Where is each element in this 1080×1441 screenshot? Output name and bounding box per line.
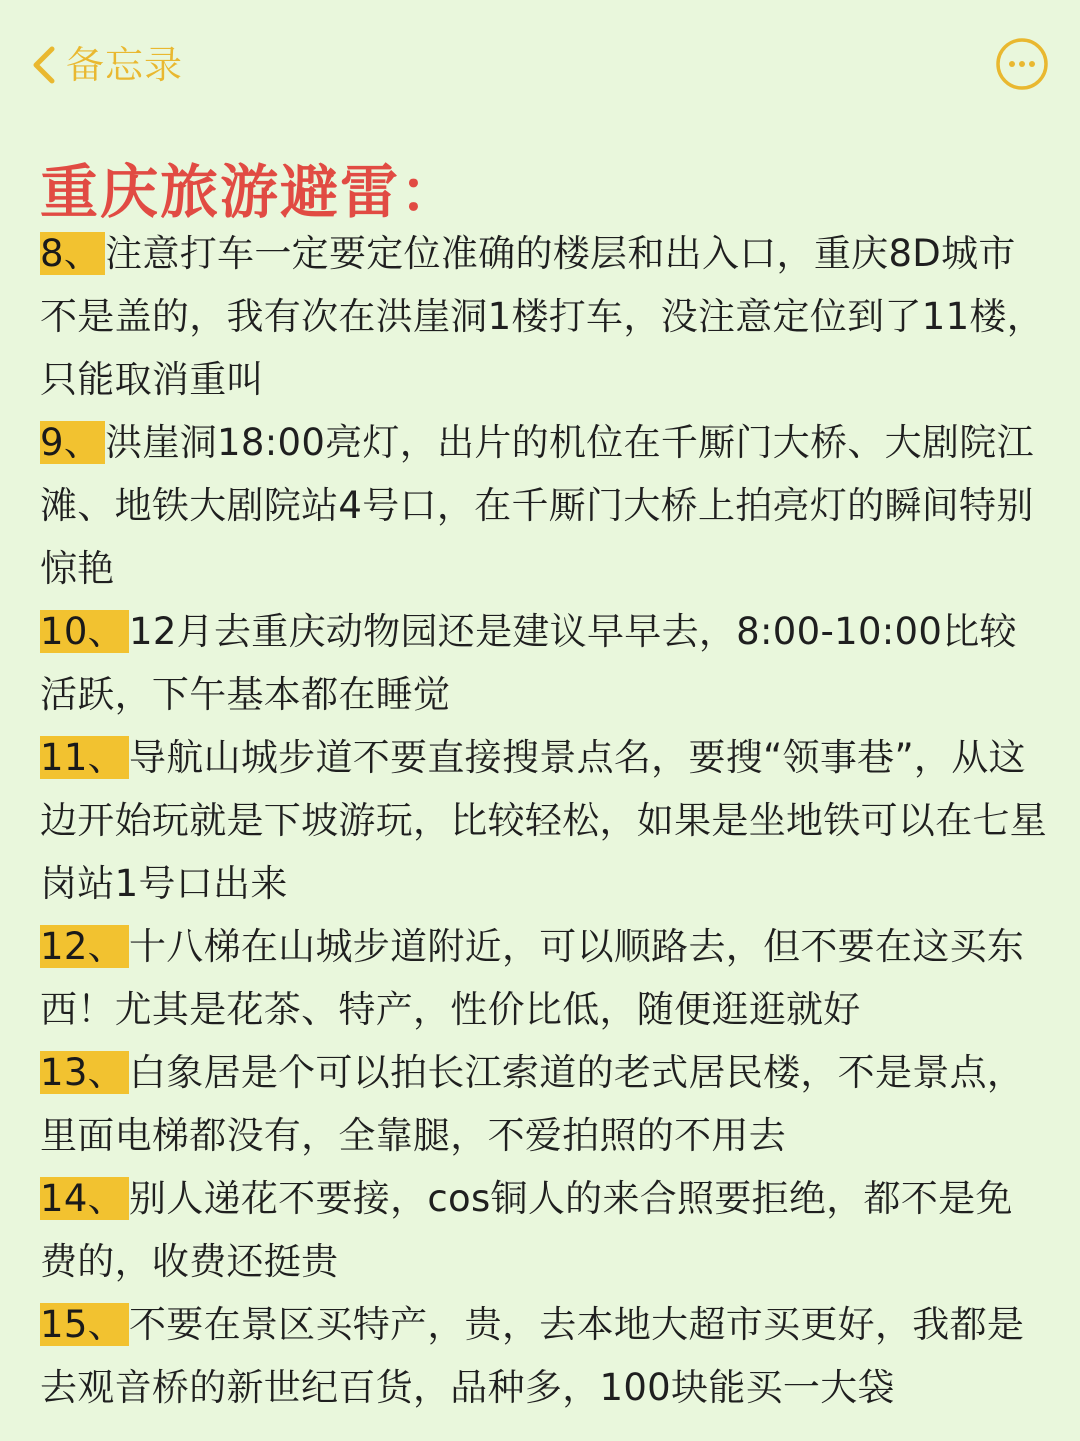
list-item [40,222,1050,411]
list-item [40,1293,1050,1419]
item-number: 12、 [40,925,129,968]
item-number: 14、 [40,1177,129,1220]
back-button[interactable] [30,40,183,90]
list-item [40,1167,1050,1293]
item-number: 15、 [40,1303,129,1346]
list-item [40,915,1050,1041]
item-text: 不要在景区买特产，贵，去本地大超市买更好，我都是去观音桥的新世纪百货，品种多，100块能买一大袋 [40,1303,1025,1409]
item-text: 注意打车一定要定位准确的楼层和出入口，重庆8D城市不是盖的，我有次在洪崖洞1楼打车，没注意定位到了11楼，只能取消重叫 [40,232,1045,401]
item-text: 导航山城步道不要直接搜景点名，要搜“领事巷”，从这边开始玩就是下坡游玩，比较轻松，如果是坐地铁可以在七星岗站1号口出来 [40,736,1048,905]
back-label: 备忘录 [66,43,184,87]
item-text: 白象居是个可以拍长江索道的老式居民楼，不是景点，里面电梯都没有，全靠腿，不爱拍照的不用去 [40,1051,1025,1157]
page-title: 重庆旅游避雷： [40,157,461,226]
list-item [40,726,1050,915]
item-text: 12月去重庆动物园还是建议早早去，8:00-10:00比较活跃，下午基本都在睡觉 [40,610,1017,716]
item-text: 十八梯在山城步道附近，可以顺路去，但不要在这买东西！尤其是花茶、特产，性价比低，随便逛逛就好 [40,925,1025,1031]
list-item [40,600,1050,726]
item-number: 10、 [40,610,129,653]
list-item [40,411,1050,600]
chevron-left-icon [30,43,58,87]
item-text: 洪崖洞18:00亮灯，出片的机位在千厮门大桥、大剧院江滩、地铁大剧院站4号口，在千厮门大桥上拍亮灯的瞬间特别惊艳 [40,421,1034,590]
item-number: 9、 [40,421,105,464]
more-button[interactable] [995,37,1049,91]
top-bar [0,0,1080,120]
more-icon [995,37,1049,91]
item-text: 别人递花不要接，cos铜人的来合照要拒绝，都不是免费的，收费还挺贵 [40,1177,1013,1283]
note-body [40,222,1050,1419]
item-number: 13、 [40,1051,129,1094]
item-number: 8、 [40,232,105,275]
item-number: 11、 [40,736,129,779]
list-item [40,1041,1050,1167]
